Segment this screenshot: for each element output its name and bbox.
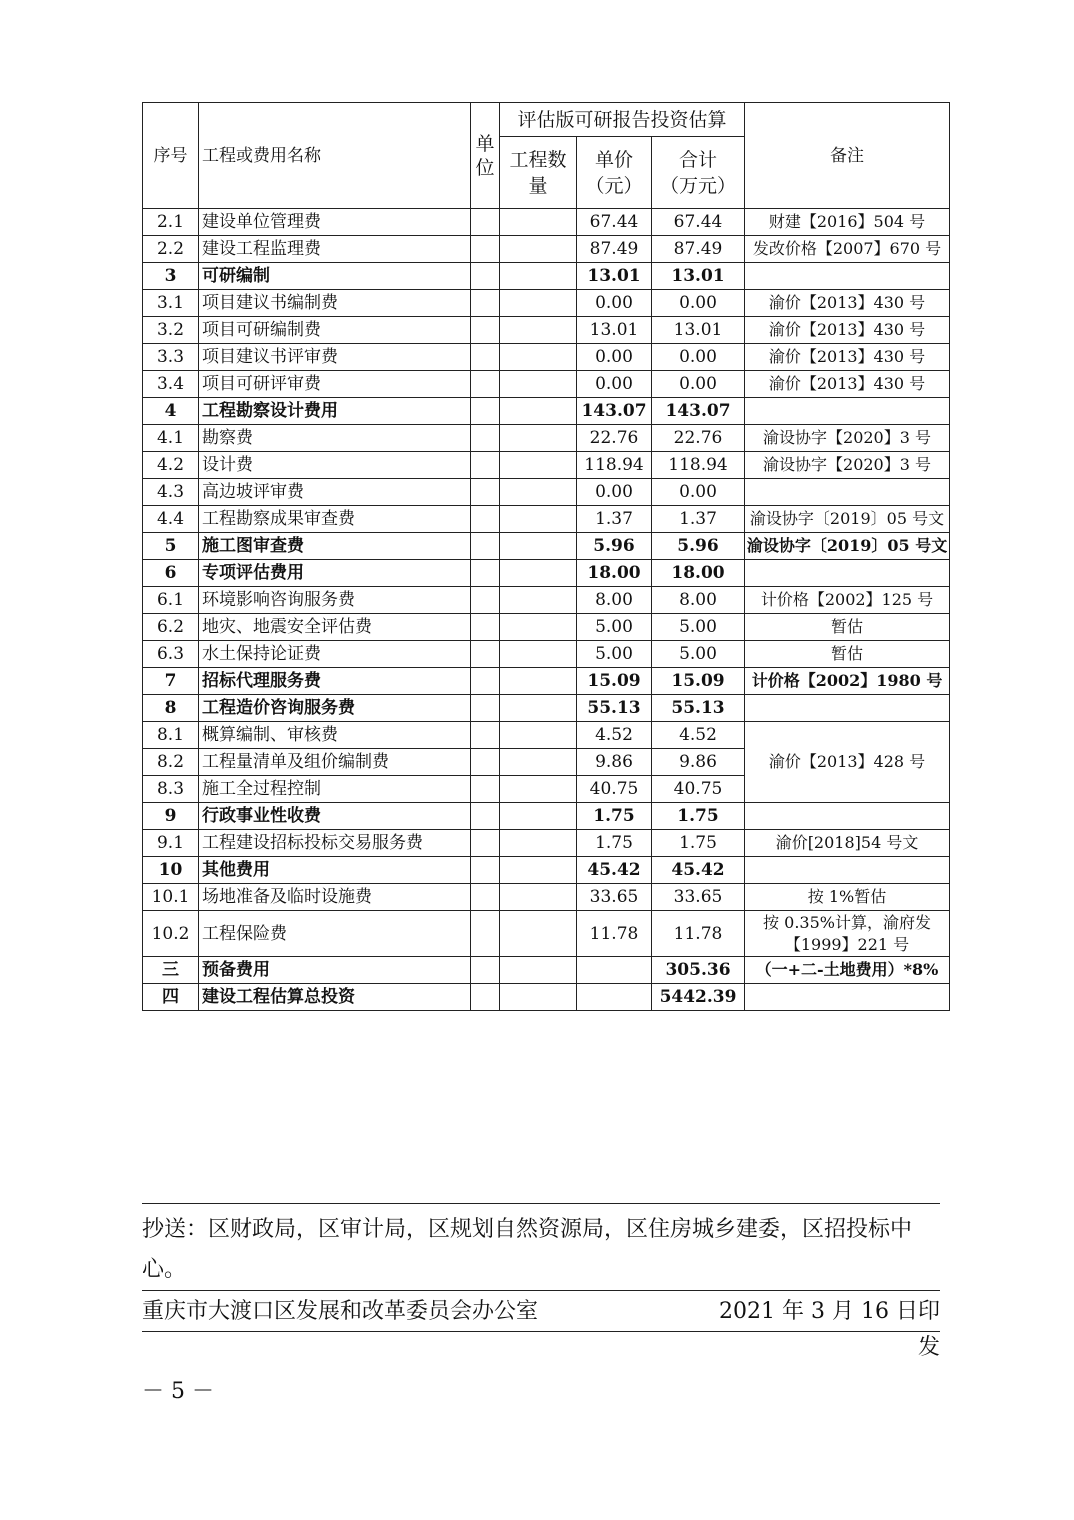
cell-name: 工程勘察设计费用: [199, 398, 471, 425]
cell-name: 项目可研编制费: [199, 317, 471, 344]
cell-unit: [471, 452, 500, 479]
cell-seq: 3.3: [143, 344, 199, 371]
cell-name: 勘察费: [199, 425, 471, 452]
cell-total: 13.01: [652, 263, 745, 290]
table-row: [143, 668, 950, 695]
cell-qty: [500, 957, 577, 984]
table-row: [143, 857, 950, 884]
cell-note: 渝价【2013】428 号: [745, 722, 950, 803]
cell-qty: [500, 722, 577, 749]
cell-price: 55.13: [577, 695, 652, 722]
cell-seq: 4.3: [143, 479, 199, 506]
cell-name: 预备费用: [199, 957, 471, 984]
cell-unit: [471, 398, 500, 425]
cell-note: [745, 479, 950, 506]
table-row: [143, 452, 950, 479]
cc-bottom-rule: [142, 1290, 940, 1291]
cell-price: 33.65: [577, 884, 652, 911]
cell-qty: [500, 695, 577, 722]
cell-name: 概算编制、审核费: [199, 722, 471, 749]
cell-price: 1.75: [577, 830, 652, 857]
cell-seq: 4.2: [143, 452, 199, 479]
cell-unit: [471, 911, 500, 957]
cell-name: 项目建议书评审费: [199, 344, 471, 371]
cell-note: 渝设协字〔2019〕05 号文: [745, 506, 950, 533]
cell-seq: 10: [143, 857, 199, 884]
cell-unit: [471, 749, 500, 776]
cell-unit: [471, 236, 500, 263]
cell-name: 工程保险费: [199, 911, 471, 957]
cell-seq: 四: [143, 984, 199, 1011]
cell-name: 建设工程估算总投资: [199, 984, 471, 1011]
cell-total: 5.96: [652, 533, 745, 560]
cell-seq: 9.1: [143, 830, 199, 857]
cell-unit: [471, 344, 500, 371]
cell-total: 22.76: [652, 425, 745, 452]
cell-seq: 5: [143, 533, 199, 560]
cell-name: 环境影响咨询服务费: [199, 587, 471, 614]
cell-price: 5.96: [577, 533, 652, 560]
cell-unit: [471, 803, 500, 830]
cell-qty: [500, 290, 577, 317]
cell-price: 1.37: [577, 506, 652, 533]
cell-qty: [500, 668, 577, 695]
cell-seq: 3.1: [143, 290, 199, 317]
cell-unit: [471, 587, 500, 614]
cell-seq: 7: [143, 668, 199, 695]
cell-note: 计价格【2002】1980 号: [745, 668, 950, 695]
cell-unit: [471, 263, 500, 290]
table-row: [143, 614, 950, 641]
header-note: 备注: [745, 103, 950, 209]
cell-qty: [500, 641, 577, 668]
cell-unit: [471, 560, 500, 587]
cell-seq: 2.2: [143, 236, 199, 263]
cell-unit: [471, 317, 500, 344]
cell-note: 按 1%暂估: [745, 884, 950, 911]
cell-price: 13.01: [577, 263, 652, 290]
cell-price: 9.86: [577, 749, 652, 776]
cell-note: 渝设协字【2020】3 号: [745, 452, 950, 479]
cell-note: 按 0.35%计算，渝府发 【1999】221 号: [745, 911, 950, 957]
cell-note: [745, 398, 950, 425]
table-row: [143, 884, 950, 911]
cell-total: 143.07: [652, 398, 745, 425]
cell-seq: 3: [143, 263, 199, 290]
table-row: [143, 533, 950, 560]
cell-total: 40.75: [652, 776, 745, 803]
cell-name: 工程造价咨询服务费: [199, 695, 471, 722]
cell-unit: [471, 533, 500, 560]
cell-note: 渝价【2013】430 号: [745, 344, 950, 371]
cell-total: 13.01: [652, 317, 745, 344]
table-row: [143, 911, 950, 957]
cell-total: 0.00: [652, 479, 745, 506]
cell-total: 55.13: [652, 695, 745, 722]
cell-total: 1.75: [652, 803, 745, 830]
cell-price: 0.00: [577, 290, 652, 317]
cell-qty: [500, 506, 577, 533]
table-row: [143, 830, 950, 857]
table-row: [143, 560, 950, 587]
cc-top-rule: [142, 1203, 940, 1204]
cell-total: 67.44: [652, 209, 745, 236]
cell-seq: 8.2: [143, 749, 199, 776]
investment-estimate-table: [142, 102, 950, 1011]
cell-note: [745, 857, 950, 884]
cell-unit: [471, 641, 500, 668]
header-total: 合计 （万元）: [652, 137, 745, 209]
table-row: [143, 803, 950, 830]
table-row: [143, 425, 950, 452]
cell-name: 建设工程监理费: [199, 236, 471, 263]
cell-price: 8.00: [577, 587, 652, 614]
cell-unit: [471, 776, 500, 803]
cell-name: 可研编制: [199, 263, 471, 290]
cell-seq: 三: [143, 957, 199, 984]
cell-price: 1.75: [577, 803, 652, 830]
table-row: [143, 506, 950, 533]
cell-total: 45.42: [652, 857, 745, 884]
cell-note: 渝价[2018]54 号文: [745, 830, 950, 857]
cell-name: 施工图审查费: [199, 533, 471, 560]
header-unit: 单 位: [471, 103, 500, 209]
cell-seq: 4: [143, 398, 199, 425]
issuing-office: 重庆市大渡口区发展和改革委员会办公室: [142, 1299, 539, 1324]
cell-price: 143.07: [577, 398, 652, 425]
cell-seq: 6.3: [143, 641, 199, 668]
cell-total: 1.37: [652, 506, 745, 533]
cell-name: 施工全过程控制: [199, 776, 471, 803]
cell-price: 18.00: [577, 560, 652, 587]
cell-total: 1.75: [652, 830, 745, 857]
cell-unit: [471, 668, 500, 695]
cell-seq: 2.1: [143, 209, 199, 236]
cell-total: 18.00: [652, 560, 745, 587]
cell-qty: [500, 560, 577, 587]
cell-unit: [471, 857, 500, 884]
cell-price: 118.94: [577, 452, 652, 479]
cell-name: 地灾、地震安全评估费: [199, 614, 471, 641]
cell-note: （一+二-土地费用）*8%: [745, 957, 950, 984]
cell-seq: 8: [143, 695, 199, 722]
cell-qty: [500, 344, 577, 371]
cell-name: 专项评估费用: [199, 560, 471, 587]
table-row: [143, 317, 950, 344]
cell-total: 118.94: [652, 452, 745, 479]
table-row: [143, 290, 950, 317]
page-number: － 5 －: [142, 1379, 214, 1404]
cell-note: 计价格【2002】125 号: [745, 587, 950, 614]
cell-qty: [500, 479, 577, 506]
issue-date: 2021 年 3 月 16 日印发: [719, 1299, 940, 1360]
cell-qty: [500, 452, 577, 479]
cell-name: 工程量清单及组价编制费: [199, 749, 471, 776]
cell-qty: [500, 236, 577, 263]
cell-name: 设计费: [199, 452, 471, 479]
table-row: [143, 344, 950, 371]
table-row: [143, 957, 950, 984]
cell-name: 工程建设招标投标交易服务费: [199, 830, 471, 857]
cell-seq: 6: [143, 560, 199, 587]
cell-total: 33.65: [652, 884, 745, 911]
cell-name: 场地准备及临时设施费: [199, 884, 471, 911]
cell-unit: [471, 290, 500, 317]
cell-qty: [500, 533, 577, 560]
cell-name: 工程勘察成果审查费: [199, 506, 471, 533]
cell-price: 0.00: [577, 479, 652, 506]
cell-note: 渝设协字〔2019〕05 号文: [745, 533, 950, 560]
cell-unit: [471, 479, 500, 506]
cell-seq: 10.1: [143, 884, 199, 911]
cell-price: 0.00: [577, 371, 652, 398]
cell-total: 9.86: [652, 749, 745, 776]
cell-price: 5.00: [577, 641, 652, 668]
cell-qty: [500, 984, 577, 1011]
cell-unit: [471, 425, 500, 452]
cell-qty: [500, 317, 577, 344]
cell-seq: 6.1: [143, 587, 199, 614]
cell-total: 5442.39: [652, 984, 745, 1011]
header-price: 单价 （元）: [577, 137, 652, 209]
cell-seq: 4.1: [143, 425, 199, 452]
cell-total: 0.00: [652, 344, 745, 371]
cell-seq: 4.4: [143, 506, 199, 533]
footer-bottom-rule: [142, 1331, 940, 1332]
cell-seq: 9: [143, 803, 199, 830]
cell-seq: 10.2: [143, 911, 199, 957]
table-row: [143, 236, 950, 263]
table-row: [143, 641, 950, 668]
cell-qty: [500, 587, 577, 614]
cell-name: 项目建议书编制费: [199, 290, 471, 317]
cell-total: 8.00: [652, 587, 745, 614]
cell-unit: [471, 614, 500, 641]
cell-price: 5.00: [577, 614, 652, 641]
table-row: [143, 263, 950, 290]
cell-note: [745, 984, 950, 1011]
cell-seq: 8.1: [143, 722, 199, 749]
cell-seq: 3.2: [143, 317, 199, 344]
cell-name: 建设单位管理费: [199, 209, 471, 236]
cell-unit: [471, 506, 500, 533]
header-seq: 序号: [143, 103, 199, 209]
cell-price: 0.00: [577, 344, 652, 371]
cell-name: 招标代理服务费: [199, 668, 471, 695]
cell-price: 67.44: [577, 209, 652, 236]
cell-note: [745, 263, 950, 290]
cell-qty: [500, 884, 577, 911]
cell-qty: [500, 371, 577, 398]
table-row: [143, 371, 950, 398]
table-row: [143, 984, 950, 1011]
cell-unit: [471, 371, 500, 398]
cell-price: 40.75: [577, 776, 652, 803]
cell-note: 渝价【2013】430 号: [745, 371, 950, 398]
cell-qty: [500, 209, 577, 236]
cell-total: 0.00: [652, 290, 745, 317]
cell-total: 5.00: [652, 641, 745, 668]
cell-price: 87.49: [577, 236, 652, 263]
cell-price: 15.09: [577, 668, 652, 695]
cell-qty: [500, 776, 577, 803]
header-estimate-group: 评估版可研报告投资估算: [500, 103, 745, 137]
table-row: [143, 209, 950, 236]
cell-unit: [471, 722, 500, 749]
cell-total: 0.00: [652, 371, 745, 398]
cell-qty: [500, 263, 577, 290]
cell-note: 渝价【2013】430 号: [745, 290, 950, 317]
cell-unit: [471, 884, 500, 911]
cell-note: 暂估: [745, 614, 950, 641]
cell-qty: [500, 425, 577, 452]
table-row: [143, 479, 950, 506]
cell-price: 22.76: [577, 425, 652, 452]
cell-note: [745, 803, 950, 830]
cell-unit: [471, 984, 500, 1011]
cell-name: 水土保持论证费: [199, 641, 471, 668]
table-row: [143, 587, 950, 614]
cell-seq: 3.4: [143, 371, 199, 398]
cell-qty: [500, 614, 577, 641]
cell-name: 行政事业性收费: [199, 803, 471, 830]
cell-qty: [500, 398, 577, 425]
cell-total: 305.36: [652, 957, 745, 984]
cell-unit: [471, 957, 500, 984]
cell-note: 渝设协字【2020】3 号: [745, 425, 950, 452]
cell-price: [577, 957, 652, 984]
cell-price: 13.01: [577, 317, 652, 344]
table-row: [143, 722, 950, 749]
cell-unit: [471, 209, 500, 236]
cc-recipients: 抄送：区财政局，区审计局，区规划自然资源局，区住房城乡建委，区招投标中心。: [142, 1217, 913, 1282]
cell-qty: [500, 830, 577, 857]
header-name: 工程或费用名称: [199, 103, 471, 209]
cell-total: 11.78: [652, 911, 745, 957]
cell-qty: [500, 749, 577, 776]
cell-seq: 8.3: [143, 776, 199, 803]
cell-note: 财建【2016】504 号: [745, 209, 950, 236]
cell-name: 高边坡评审费: [199, 479, 471, 506]
cell-price: 11.78: [577, 911, 652, 957]
cell-qty: [500, 803, 577, 830]
cell-total: 4.52: [652, 722, 745, 749]
cell-name: 项目可研评审费: [199, 371, 471, 398]
cell-note: [745, 695, 950, 722]
cell-note: 渝价【2013】430 号: [745, 317, 950, 344]
cell-price: [577, 984, 652, 1011]
cell-total: 5.00: [652, 614, 745, 641]
cell-name: 其他费用: [199, 857, 471, 884]
cell-price: 45.42: [577, 857, 652, 884]
cell-total: 87.49: [652, 236, 745, 263]
cell-qty: [500, 911, 577, 957]
cell-note: [745, 560, 950, 587]
cell-unit: [471, 695, 500, 722]
cell-total: 15.09: [652, 668, 745, 695]
table-row: [143, 398, 950, 425]
cell-seq: 6.2: [143, 614, 199, 641]
cell-price: 4.52: [577, 722, 652, 749]
cell-note: 发改价格【2007】670 号: [745, 236, 950, 263]
cell-note: 暂估: [745, 641, 950, 668]
table-row: [143, 695, 950, 722]
header-qty: 工程数 量: [500, 137, 577, 209]
cell-qty: [500, 857, 577, 884]
cell-unit: [471, 830, 500, 857]
